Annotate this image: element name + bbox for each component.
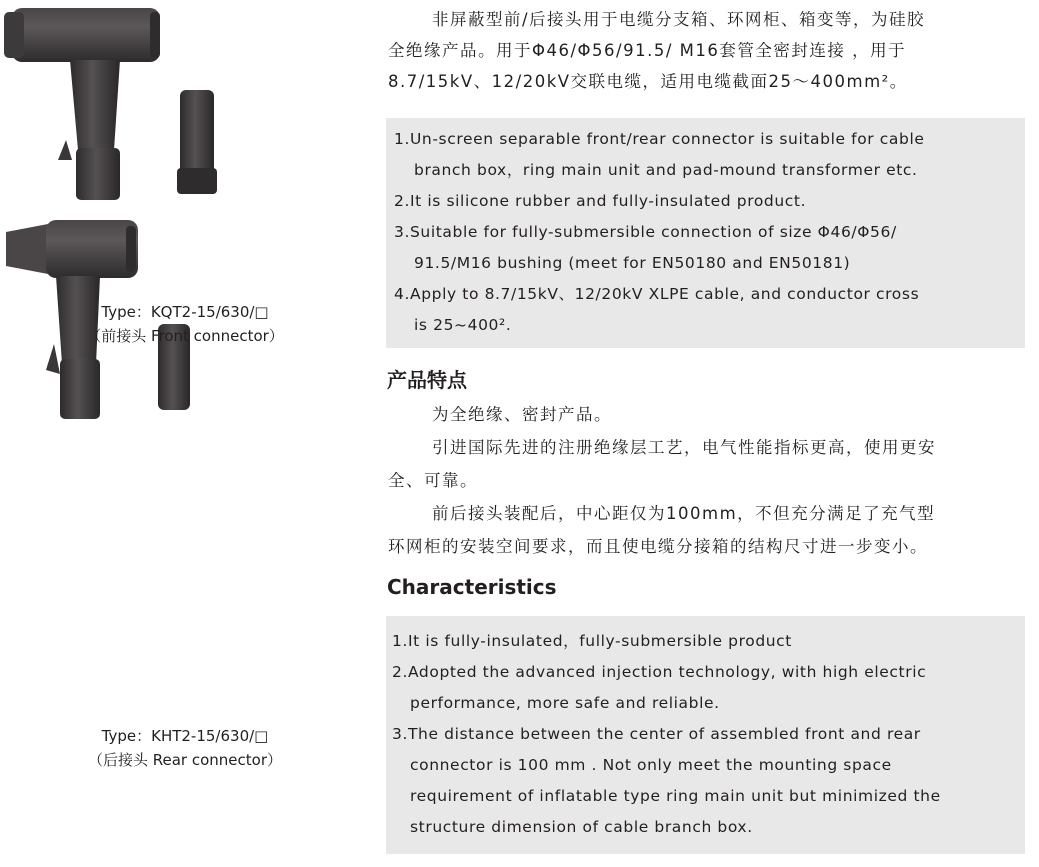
intro-line: 非屏蔽型前/后接头用于电缆分支箱、环网柜、箱变等，为硅胶 <box>432 10 926 29</box>
product-type-label: Type：KHT2-15/630/□ <box>101 727 269 745</box>
characteristic-line: connector is 100 mm . Not only meet the mounting space <box>410 756 892 774</box>
characteristic-line: 2.Adopted the advanced injection technology, with high electric <box>392 663 927 681</box>
spec-line: is 25~400². <box>414 316 512 334</box>
english-spec-panel <box>386 118 1025 348</box>
spec-line: 2.It is silicone rubber and fully-insulated product. <box>394 192 807 210</box>
feature-line: 为全绝缘、密封产品。 <box>432 405 612 424</box>
characteristic-line: performance, more safe and reliable. <box>410 694 720 712</box>
features-cn-block <box>388 398 1028 563</box>
features-heading: 产品特点 <box>387 368 467 392</box>
feature-line: 全、可靠。 <box>388 471 478 490</box>
characteristic-line: structure dimension of cable branch box. <box>410 818 753 836</box>
spec-line: 3.Suitable for fully-submersible connection of size Φ46/Φ56/ <box>394 223 897 241</box>
spec-line: 1.Un-screen separable front/rear connector is suitable for cable <box>394 130 925 148</box>
characteristics-panel <box>386 616 1025 854</box>
characteristic-line: 3.The distance between the center of assembled front and rear <box>392 725 921 743</box>
characteristic-line: 1.It is fully-insulated，fully-submersible product <box>392 632 792 650</box>
intro-paragraph <box>388 4 1028 97</box>
characteristic-line: requirement of inflatable type ring main unit but minimized the <box>410 787 941 805</box>
feature-line: 环网柜的安装空间要求，而且使电缆分接箱的结构尺寸进一步变小。 <box>388 537 928 556</box>
spec-line: 91.5/M16 bushing (meet for EN50180 and EN50181) <box>414 254 851 272</box>
spec-line: 4.Apply to 8.7/15kV、12/20kV XLPE cable, and conductor cross <box>394 285 920 303</box>
intro-line: 全绝缘产品。用于Φ46/Φ56/91.5/ M16套管全密封连接 ，用于 <box>388 41 907 60</box>
spec-line: branch box，ring main unit and pad-mound transformer etc. <box>414 161 918 179</box>
product-name-label: （后接头 Rear connector） <box>87 751 282 769</box>
feature-line: 引进国际先进的注册绝缘层工艺，电气性能指标更高，使用更安 <box>432 438 936 457</box>
characteristics-heading: Characteristics <box>387 575 557 599</box>
feature-line: 前后接头装配后，中心距仅为100mm，不但充分满足了充气型 <box>432 504 936 523</box>
product-name-label: （前接头 Front connector） <box>86 327 284 345</box>
product-type-label: Type：KQT2-15/630/□ <box>101 303 269 321</box>
intro-line: 8.7/15kV、12/20kV交联电缆，适用电缆截面25～400mm²。 <box>388 72 908 91</box>
front-connector-photo <box>0 0 240 210</box>
